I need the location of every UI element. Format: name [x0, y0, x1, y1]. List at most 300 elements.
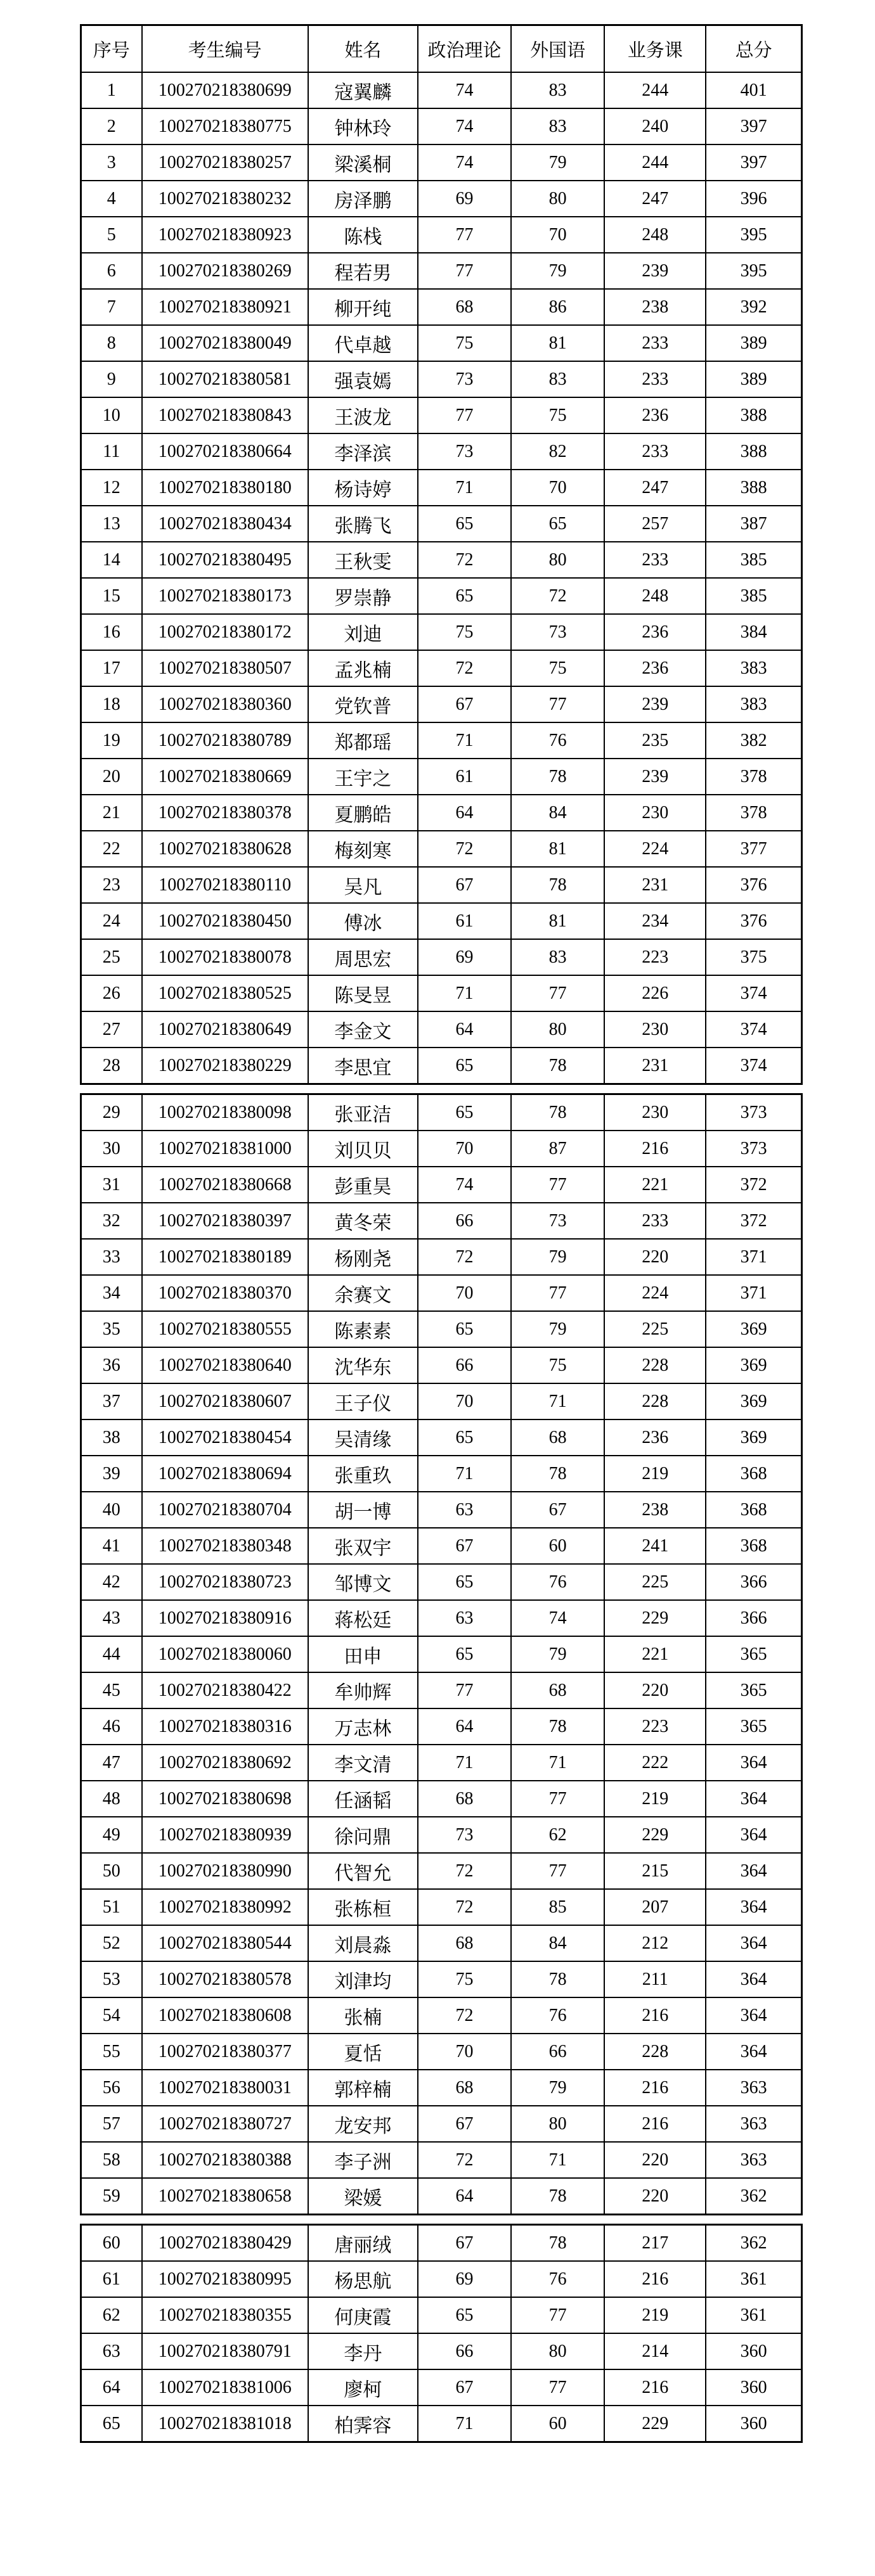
cell-total: 361	[706, 2261, 801, 2297]
cell-candidate-id: 100270218380723	[142, 1564, 308, 1600]
cell-politics: 69	[418, 2261, 511, 2297]
cell-politics: 65	[418, 1419, 511, 1456]
cell-major-course: 238	[604, 289, 706, 325]
cell-no: 32	[81, 1203, 142, 1239]
cell-no: 54	[81, 1997, 142, 2034]
cell-total: 387	[706, 506, 801, 542]
cell-major-course: 221	[604, 1167, 706, 1203]
table-row	[81, 1961, 802, 1997]
cell-candidate-id: 100270218380628	[142, 831, 308, 867]
cell-politics: 73	[418, 361, 511, 397]
cell-major-course: 233	[604, 1203, 706, 1239]
cell-foreign-language: 80	[511, 2333, 604, 2369]
table-row	[81, 1011, 802, 1048]
cell-foreign-language: 80	[511, 1011, 604, 1048]
cell-no: 45	[81, 1672, 142, 1708]
cell-candidate-id: 100270218380939	[142, 1817, 308, 1853]
cell-politics: 71	[418, 1745, 511, 1781]
cell-major-course: 214	[604, 2333, 706, 2369]
cell-major-course: 257	[604, 506, 706, 542]
cell-politics: 74	[418, 144, 511, 181]
table-row	[81, 1600, 802, 1636]
cell-politics: 68	[418, 1925, 511, 1961]
cell-candidate-id: 100270218380507	[142, 650, 308, 686]
table-row	[81, 1492, 802, 1528]
table-row	[81, 1347, 802, 1383]
cell-candidate-id: 100270218380110	[142, 867, 308, 903]
cell-major-course: 219	[604, 1781, 706, 1817]
cell-name: 郭梓楠	[308, 2070, 418, 2106]
cell-foreign-language: 80	[511, 2106, 604, 2142]
cell-name: 张双宇	[308, 1528, 418, 1564]
cell-major-course: 223	[604, 1708, 706, 1745]
cell-total: 364	[706, 1853, 801, 1889]
cell-politics: 64	[418, 1011, 511, 1048]
cell-total: 372	[706, 1203, 801, 1239]
cell-total: 369	[706, 1311, 801, 1347]
cell-total: 388	[706, 470, 801, 506]
cell-no: 28	[81, 1048, 142, 1084]
cell-major-course: 212	[604, 1925, 706, 1961]
cell-candidate-id: 100270218380640	[142, 1347, 308, 1383]
cell-no: 6	[81, 253, 142, 289]
cell-name: 张腾飞	[308, 506, 418, 542]
cell-foreign-language: 67	[511, 1492, 604, 1528]
cell-politics: 71	[418, 470, 511, 506]
col-header-index: 序号	[81, 25, 142, 73]
cell-foreign-language: 77	[511, 1275, 604, 1311]
cell-politics: 77	[418, 217, 511, 253]
table-row	[81, 361, 802, 397]
cell-politics: 75	[418, 325, 511, 361]
cell-total: 364	[706, 1889, 801, 1925]
table-row	[81, 2406, 802, 2442]
cell-candidate-id: 100270218381006	[142, 2369, 308, 2406]
cell-no: 2	[81, 108, 142, 144]
table-row	[81, 722, 802, 759]
cell-foreign-language: 65	[511, 506, 604, 542]
cell-candidate-id: 100270218380608	[142, 1997, 308, 2034]
cell-name: 李丹	[308, 2333, 418, 2369]
score-table-block-3	[80, 2224, 803, 2443]
cell-politics: 70	[418, 1383, 511, 1419]
cell-foreign-language: 70	[511, 217, 604, 253]
cell-total: 388	[706, 397, 801, 433]
cell-politics: 67	[418, 2106, 511, 2142]
cell-politics: 77	[418, 253, 511, 289]
cell-candidate-id: 100270218380377	[142, 2034, 308, 2070]
cell-foreign-language: 76	[511, 1564, 604, 1600]
cell-foreign-language: 76	[511, 1997, 604, 2034]
cell-politics: 71	[418, 2406, 511, 2442]
cell-major-course: 247	[604, 181, 706, 217]
cell-no: 16	[81, 614, 142, 650]
cell-total: 362	[706, 2178, 801, 2215]
cell-politics: 68	[418, 2070, 511, 2106]
cell-foreign-language: 83	[511, 361, 604, 397]
cell-major-course: 230	[604, 1094, 706, 1131]
cell-major-course: 229	[604, 1817, 706, 1853]
cell-name: 吴凡	[308, 867, 418, 903]
col-header-foreign-language: 外国语	[511, 25, 604, 73]
cell-name: 田申	[308, 1636, 418, 1672]
cell-foreign-language: 75	[511, 1347, 604, 1383]
cell-total: 377	[706, 831, 801, 867]
cell-major-course: 223	[604, 939, 706, 975]
cell-candidate-id: 100270218380388	[142, 2142, 308, 2178]
cell-name: 钟林玲	[308, 108, 418, 144]
cell-foreign-language: 79	[511, 1636, 604, 1672]
cell-major-course: 219	[604, 1456, 706, 1492]
cell-no: 63	[81, 2333, 142, 2369]
cell-name: 张亚洁	[308, 1094, 418, 1131]
cell-politics: 75	[418, 1961, 511, 1997]
cell-no: 33	[81, 1239, 142, 1275]
cell-no: 19	[81, 722, 142, 759]
cell-total: 361	[706, 2297, 801, 2333]
cell-foreign-language: 74	[511, 1600, 604, 1636]
cell-candidate-id: 100270218380232	[142, 181, 308, 217]
cell-total: 364	[706, 1817, 801, 1853]
cell-no: 52	[81, 1925, 142, 1961]
cell-candidate-id: 100270218380775	[142, 108, 308, 144]
table-row	[81, 1817, 802, 1853]
cell-foreign-language: 78	[511, 1094, 604, 1131]
cell-total: 395	[706, 253, 801, 289]
cell-no: 43	[81, 1600, 142, 1636]
cell-total: 397	[706, 144, 801, 181]
cell-major-course: 226	[604, 975, 706, 1011]
cell-candidate-id: 100270218380916	[142, 1600, 308, 1636]
table-row	[81, 795, 802, 831]
cell-foreign-language: 80	[511, 542, 604, 578]
table-row	[81, 2178, 802, 2215]
cell-politics: 63	[418, 1492, 511, 1528]
cell-no: 64	[81, 2369, 142, 2406]
cell-foreign-language: 77	[511, 686, 604, 722]
cell-foreign-language: 76	[511, 2261, 604, 2297]
cell-foreign-language: 78	[511, 1961, 604, 1997]
cell-total: 376	[706, 867, 801, 903]
cell-total: 375	[706, 939, 801, 975]
cell-politics: 74	[418, 1167, 511, 1203]
cell-candidate-id: 100270218380355	[142, 2297, 308, 2333]
table-row	[81, 1239, 802, 1275]
cell-foreign-language: 73	[511, 614, 604, 650]
cell-politics: 70	[418, 1275, 511, 1311]
cell-no: 49	[81, 1817, 142, 1853]
cell-foreign-language: 71	[511, 2142, 604, 2178]
cell-no: 42	[81, 1564, 142, 1600]
cell-no: 5	[81, 217, 142, 253]
header-row	[81, 25, 802, 73]
table-row	[81, 1203, 802, 1239]
cell-major-course: 239	[604, 686, 706, 722]
cell-total: 383	[706, 686, 801, 722]
cell-major-course: 233	[604, 361, 706, 397]
cell-name: 代卓越	[308, 325, 418, 361]
cell-candidate-id: 100270218380397	[142, 1203, 308, 1239]
cell-name: 王宇之	[308, 759, 418, 795]
table-row	[81, 1419, 802, 1456]
cell-name: 张栋桓	[308, 1889, 418, 1925]
table-row	[81, 1383, 802, 1419]
cell-major-course: 216	[604, 2106, 706, 2142]
cell-major-course: 207	[604, 1889, 706, 1925]
cell-candidate-id: 100270218380450	[142, 903, 308, 939]
cell-candidate-id: 100270218380078	[142, 939, 308, 975]
cell-politics: 67	[418, 686, 511, 722]
cell-total: 385	[706, 542, 801, 578]
cell-total: 385	[706, 578, 801, 614]
cell-foreign-language: 78	[511, 759, 604, 795]
col-header-candidate-id: 考生编号	[142, 25, 308, 73]
cell-major-course: 235	[604, 722, 706, 759]
col-header-name: 姓名	[308, 25, 418, 73]
cell-no: 39	[81, 1456, 142, 1492]
cell-no: 13	[81, 506, 142, 542]
cell-politics: 61	[418, 759, 511, 795]
cell-name: 余赛文	[308, 1275, 418, 1311]
cell-name: 孟兆楠	[308, 650, 418, 686]
cell-politics: 68	[418, 1781, 511, 1817]
table-row	[81, 181, 802, 217]
cell-candidate-id: 100270218380098	[142, 1094, 308, 1131]
cell-foreign-language: 78	[511, 867, 604, 903]
cell-major-course: 247	[604, 470, 706, 506]
cell-no: 10	[81, 397, 142, 433]
cell-foreign-language: 80	[511, 181, 604, 217]
cell-name: 王波龙	[308, 397, 418, 433]
cell-name: 程若男	[308, 253, 418, 289]
cell-foreign-language: 87	[511, 1131, 604, 1167]
cell-candidate-id: 100270218380378	[142, 795, 308, 831]
table-row	[81, 2034, 802, 2070]
cell-candidate-id: 100270218380649	[142, 1011, 308, 1048]
cell-candidate-id: 100270218380658	[142, 2178, 308, 2215]
table-row	[81, 939, 802, 975]
cell-total: 369	[706, 1419, 801, 1456]
table-row	[81, 1528, 802, 1564]
cell-total: 373	[706, 1131, 801, 1167]
cell-foreign-language: 68	[511, 1672, 604, 1708]
cell-candidate-id: 100270218380429	[142, 2225, 308, 2262]
cell-total: 360	[706, 2333, 801, 2369]
cell-politics: 72	[418, 542, 511, 578]
cell-foreign-language: 78	[511, 1048, 604, 1084]
cell-major-course: 221	[604, 1636, 706, 1672]
cell-candidate-id: 100270218380699	[142, 72, 308, 108]
cell-candidate-id: 100270218380257	[142, 144, 308, 181]
cell-foreign-language: 83	[511, 939, 604, 975]
cell-foreign-language: 60	[511, 2406, 604, 2442]
table-row	[81, 831, 802, 867]
cell-candidate-id: 100270218380668	[142, 1167, 308, 1203]
cell-name: 牟帅辉	[308, 1672, 418, 1708]
cell-major-course: 248	[604, 578, 706, 614]
table-row	[81, 144, 802, 181]
cell-politics: 66	[418, 2333, 511, 2369]
table-row	[81, 867, 802, 903]
cell-no: 58	[81, 2142, 142, 2178]
cell-name: 吴清缘	[308, 1419, 418, 1456]
cell-candidate-id: 100270218380923	[142, 217, 308, 253]
cell-no: 4	[81, 181, 142, 217]
cell-no: 24	[81, 903, 142, 939]
cell-total: 368	[706, 1456, 801, 1492]
cell-politics: 72	[418, 1889, 511, 1925]
cell-total: 366	[706, 1564, 801, 1600]
table-row	[81, 686, 802, 722]
cell-major-course: 225	[604, 1311, 706, 1347]
cell-name: 龙安邦	[308, 2106, 418, 2142]
cell-name: 李思宜	[308, 1048, 418, 1084]
cell-politics: 72	[418, 1853, 511, 1889]
cell-no: 3	[81, 144, 142, 181]
cell-candidate-id: 100270218380049	[142, 325, 308, 361]
cell-name: 夏恬	[308, 2034, 418, 2070]
cell-candidate-id: 100270218380229	[142, 1048, 308, 1084]
cell-no: 56	[81, 2070, 142, 2106]
cell-no: 31	[81, 1167, 142, 1203]
cell-total: 360	[706, 2369, 801, 2406]
cell-name: 房泽鹏	[308, 181, 418, 217]
cell-major-course: 225	[604, 1564, 706, 1600]
cell-no: 62	[81, 2297, 142, 2333]
cell-no: 37	[81, 1383, 142, 1419]
cell-total: 369	[706, 1383, 801, 1419]
cell-total: 374	[706, 1011, 801, 1048]
cell-foreign-language: 86	[511, 289, 604, 325]
cell-candidate-id: 100270218380495	[142, 542, 308, 578]
cell-name: 李子洲	[308, 2142, 418, 2178]
cell-major-course: 216	[604, 2261, 706, 2297]
cell-total: 365	[706, 1636, 801, 1672]
table-row	[81, 578, 802, 614]
table-row	[81, 1094, 802, 1131]
cell-politics: 65	[418, 1311, 511, 1347]
cell-no: 34	[81, 1275, 142, 1311]
cell-no: 1	[81, 72, 142, 108]
cell-foreign-language: 81	[511, 831, 604, 867]
cell-foreign-language: 85	[511, 1889, 604, 1925]
cell-foreign-language: 77	[511, 975, 604, 1011]
table-row	[81, 975, 802, 1011]
cell-politics: 67	[418, 2369, 511, 2406]
table-row	[81, 1853, 802, 1889]
cell-candidate-id: 100270218380578	[142, 1961, 308, 1997]
cell-total: 364	[706, 1961, 801, 1997]
cell-no: 14	[81, 542, 142, 578]
cell-name: 彭重昊	[308, 1167, 418, 1203]
cell-politics: 70	[418, 1131, 511, 1167]
cell-politics: 72	[418, 2142, 511, 2178]
cell-no: 60	[81, 2225, 142, 2262]
col-header-major-course: 业务课	[604, 25, 706, 73]
cell-name: 蒋松廷	[308, 1600, 418, 1636]
cell-name: 寇翼麟	[308, 72, 418, 108]
table-row	[81, 289, 802, 325]
cell-major-course: 231	[604, 867, 706, 903]
cell-no: 50	[81, 1853, 142, 1889]
cell-foreign-language: 78	[511, 2178, 604, 2215]
cell-no: 20	[81, 759, 142, 795]
cell-name: 强袁嫣	[308, 361, 418, 397]
table-row	[81, 1745, 802, 1781]
table-row	[81, 2297, 802, 2333]
cell-no: 36	[81, 1347, 142, 1383]
cell-total: 365	[706, 1672, 801, 1708]
table-row	[81, 72, 802, 108]
table-row	[81, 614, 802, 650]
cell-candidate-id: 100270218380434	[142, 506, 308, 542]
cell-major-course: 236	[604, 1419, 706, 1456]
cell-total: 371	[706, 1239, 801, 1275]
cell-politics: 77	[418, 1672, 511, 1708]
cell-politics: 72	[418, 1997, 511, 2034]
cell-major-course: 236	[604, 650, 706, 686]
cell-candidate-id: 100270218380669	[142, 759, 308, 795]
cell-candidate-id: 100270218380555	[142, 1311, 308, 1347]
cell-major-course: 236	[604, 397, 706, 433]
cell-candidate-id: 100270218380843	[142, 397, 308, 433]
cell-foreign-language: 72	[511, 578, 604, 614]
cell-total: 392	[706, 289, 801, 325]
cell-candidate-id: 100270218380360	[142, 686, 308, 722]
cell-candidate-id: 100270218380694	[142, 1456, 308, 1492]
cell-foreign-language: 78	[511, 1708, 604, 1745]
cell-no: 15	[81, 578, 142, 614]
cell-foreign-language: 83	[511, 72, 604, 108]
cell-foreign-language: 79	[511, 1239, 604, 1275]
table-row	[81, 253, 802, 289]
table-row	[81, 506, 802, 542]
cell-total: 363	[706, 2142, 801, 2178]
cell-foreign-language: 66	[511, 2034, 604, 2070]
cell-candidate-id: 100270218380692	[142, 1745, 308, 1781]
cell-total: 378	[706, 759, 801, 795]
cell-candidate-id: 100270218380789	[142, 722, 308, 759]
cell-no: 21	[81, 795, 142, 831]
cell-candidate-id: 100270218380607	[142, 1383, 308, 1419]
cell-name: 唐丽绒	[308, 2225, 418, 2262]
cell-major-course: 228	[604, 2034, 706, 2070]
cell-major-course: 231	[604, 1048, 706, 1084]
cell-name: 李金文	[308, 1011, 418, 1048]
cell-politics: 77	[418, 397, 511, 433]
cell-name: 刘迪	[308, 614, 418, 650]
cell-foreign-language: 77	[511, 1853, 604, 1889]
cell-foreign-language: 60	[511, 1528, 604, 1564]
cell-name: 梅刻寒	[308, 831, 418, 867]
cell-politics: 71	[418, 975, 511, 1011]
cell-name: 周思宏	[308, 939, 418, 975]
cell-name: 傅冰	[308, 903, 418, 939]
cell-major-course: 239	[604, 253, 706, 289]
table-row	[81, 2333, 802, 2369]
cell-major-course: 244	[604, 144, 706, 181]
cell-no: 25	[81, 939, 142, 975]
cell-politics: 69	[418, 939, 511, 975]
cell-no: 12	[81, 470, 142, 506]
cell-name: 任涵韬	[308, 1781, 418, 1817]
cell-name: 梁溪桐	[308, 144, 418, 181]
table-row	[81, 759, 802, 795]
cell-no: 40	[81, 1492, 142, 1528]
cell-name: 廖柯	[308, 2369, 418, 2406]
cell-foreign-language: 78	[511, 2225, 604, 2262]
cell-total: 369	[706, 1347, 801, 1383]
